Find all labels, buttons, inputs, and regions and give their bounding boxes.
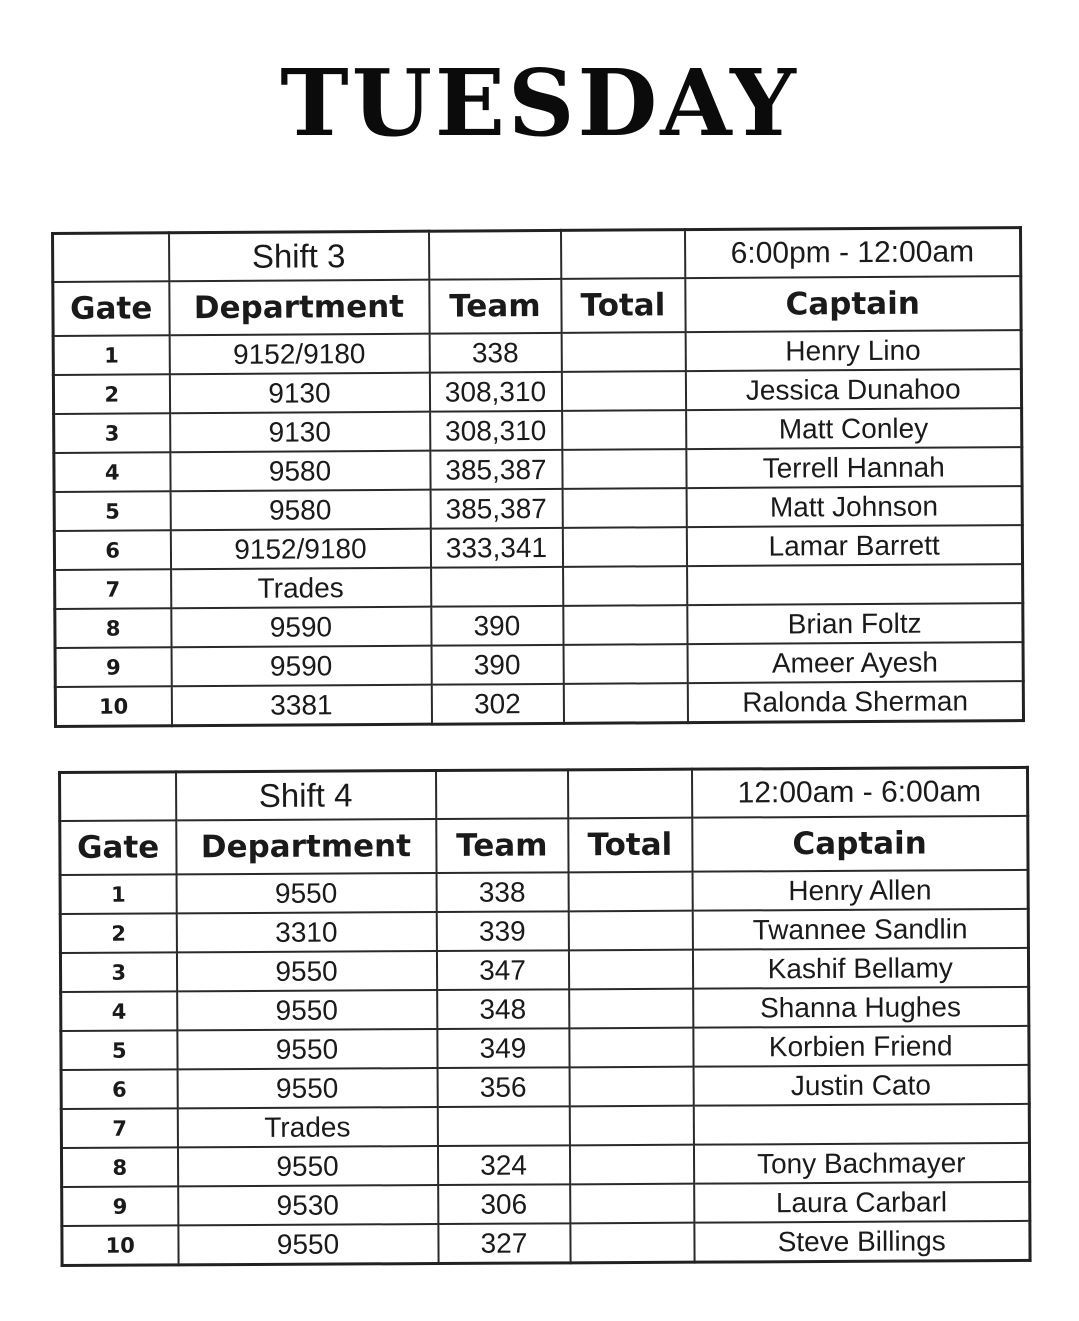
total-header: Total	[561, 278, 685, 333]
captain-cell: Laura Carbarl	[694, 1182, 1030, 1223]
department-header: Department	[169, 280, 429, 336]
total-cell	[563, 644, 687, 684]
total-cell	[563, 605, 687, 645]
gate-cell: 3	[60, 952, 176, 992]
gate-cell: 9	[55, 647, 171, 687]
captain-cell: Brian Foltz	[687, 603, 1023, 644]
table-row	[54, 486, 1022, 531]
total-cell	[569, 1106, 693, 1146]
shift3-header-row	[53, 276, 1021, 336]
gate-cell: 6	[61, 1069, 177, 1109]
team-cell: 347	[436, 950, 568, 990]
table-row	[61, 1143, 1029, 1187]
captain-cell: Henry Lino	[685, 330, 1021, 371]
table-row	[61, 1065, 1029, 1109]
department-cell: 9550	[177, 990, 437, 1030]
gate-cell: 4	[54, 452, 170, 492]
table-row	[61, 1026, 1029, 1070]
total-cell	[569, 1145, 693, 1185]
team-cell: 338	[429, 333, 561, 373]
shift4-time: 12:00am - 6:00am	[691, 767, 1027, 817]
total-cell	[563, 566, 687, 606]
shift3-blank-cell	[429, 230, 561, 279]
shift3-time: 6:00pm - 12:00am	[684, 228, 1020, 279]
gate-cell: 10	[55, 686, 171, 726]
table-row	[55, 603, 1023, 648]
gate-header: Gate	[60, 820, 176, 875]
table-row	[60, 948, 1028, 992]
total-cell	[570, 1184, 694, 1224]
captain-cell: Lamar Barrett	[686, 525, 1022, 566]
captain-cell: Korbien Friend	[693, 1026, 1029, 1067]
captain-header: Captain	[692, 816, 1028, 872]
department-cell: 9550	[177, 1146, 437, 1186]
total-cell	[562, 449, 686, 489]
team-cell: 327	[438, 1223, 570, 1263]
department-cell: 9550	[176, 951, 436, 991]
gate-cell: 8	[55, 608, 171, 648]
team-header: Team	[429, 279, 561, 334]
shift4-body	[60, 767, 1031, 1265]
team-cell: 306	[438, 1184, 570, 1224]
gate-cell: 6	[54, 530, 170, 570]
gate-cell: 8	[61, 1147, 177, 1187]
table-row	[62, 1221, 1030, 1266]
department-cell: 9580	[170, 490, 430, 531]
team-cell: 348	[437, 989, 569, 1029]
captain-cell: Justin Cato	[693, 1065, 1029, 1106]
captain-cell: Henry Allen	[692, 870, 1028, 911]
team-cell: 390	[431, 606, 563, 646]
gate-cell: 4	[61, 991, 177, 1031]
page-title: TUESDAY	[280, 49, 799, 157]
captain-cell: Shanna Hughes	[693, 987, 1029, 1028]
gate-cell: 3	[54, 413, 170, 453]
total-cell	[568, 911, 692, 951]
gate-cell: 2	[53, 374, 169, 414]
gate-cell: 5	[61, 1030, 177, 1070]
shift3-label: Shift 3	[169, 231, 429, 281]
total-cell	[563, 683, 687, 723]
department-cell: 3381	[171, 685, 431, 726]
shift3-label-row	[53, 228, 1021, 282]
team-cell: 333,341	[430, 528, 562, 568]
department-cell: 9130	[170, 412, 430, 453]
total-cell	[561, 371, 685, 411]
team-cell	[431, 567, 563, 607]
team-cell: 338	[436, 872, 568, 912]
captain-cell: Ralonda Sherman	[687, 681, 1023, 723]
table-row	[60, 909, 1028, 953]
department-cell: 9152/9180	[169, 334, 429, 375]
captain-cell: Jessica Dunahoo	[685, 369, 1021, 410]
department-cell: 9130	[169, 373, 429, 414]
shift4-header-row	[60, 816, 1028, 875]
team-cell: 385,387	[430, 489, 562, 529]
gate-cell: 10	[62, 1225, 178, 1265]
table-row	[62, 1182, 1030, 1226]
table-row	[53, 330, 1021, 375]
shift3-table	[51, 226, 1025, 728]
gate-cell: 5	[54, 491, 170, 531]
table-row	[61, 1104, 1029, 1148]
shift3-blank-cell	[53, 233, 169, 282]
total-cell	[570, 1223, 694, 1263]
shift3-blank-cell	[560, 230, 684, 279]
captain-cell: Kashif Bellamy	[692, 948, 1028, 989]
shift4-label-row	[60, 767, 1028, 821]
captain-cell: Matt Johnson	[686, 486, 1022, 527]
team-cell: 385,387	[430, 450, 562, 490]
department-cell: 3310	[176, 912, 436, 952]
department-cell: 9550	[178, 1224, 438, 1265]
table-row	[55, 564, 1023, 609]
table-row	[54, 447, 1022, 492]
gate-cell: 1	[53, 335, 169, 375]
gate-cell: 7	[55, 569, 171, 609]
total-cell	[569, 1067, 693, 1107]
gate-cell: 1	[60, 874, 176, 914]
team-cell: 308,310	[430, 411, 562, 451]
department-cell: Trades	[171, 568, 431, 609]
team-cell: 324	[437, 1145, 569, 1185]
table-row	[55, 681, 1023, 726]
team-header: Team	[436, 818, 568, 873]
captain-cell: Matt Conley	[686, 408, 1022, 449]
department-cell: 9590	[171, 646, 431, 687]
shift4-blank-cell	[60, 772, 176, 821]
table-row	[61, 987, 1029, 1031]
table-row	[55, 642, 1023, 687]
department-cell: Trades	[177, 1107, 437, 1147]
department-cell: 9550	[176, 873, 436, 913]
total-cell	[569, 989, 693, 1029]
shift4-blank-cell	[568, 769, 692, 818]
captain-cell	[687, 564, 1023, 605]
captain-cell: Tony Bachmayer	[693, 1143, 1029, 1184]
captain-cell: Ameer Ayesh	[687, 642, 1023, 683]
department-cell: 9550	[177, 1068, 437, 1108]
captain-cell: Twannee Sandlin	[692, 909, 1028, 950]
gate-cell: 2	[60, 913, 176, 953]
team-cell: 349	[437, 1028, 569, 1068]
total-cell	[562, 527, 686, 567]
department-cell: 9550	[177, 1029, 437, 1069]
captain-cell	[693, 1104, 1029, 1145]
captain-cell: Terrell Hannah	[686, 447, 1022, 488]
captain-cell: Steve Billings	[694, 1221, 1030, 1262]
team-cell: 339	[436, 911, 568, 951]
gate-cell: 7	[61, 1108, 177, 1148]
shift3-body	[53, 228, 1024, 727]
department-cell: 9152/9180	[170, 529, 430, 570]
total-cell	[568, 950, 692, 990]
team-cell: 356	[437, 1067, 569, 1107]
shift4-blank-cell	[436, 770, 568, 819]
team-cell: 302	[431, 684, 563, 724]
total-cell	[569, 1028, 693, 1068]
department-cell: 9590	[171, 607, 431, 648]
total-cell	[562, 488, 686, 528]
shift4-label: Shift 4	[176, 771, 436, 821]
captain-header: Captain	[685, 276, 1021, 332]
gate-cell: 9	[62, 1186, 178, 1226]
table-row	[54, 408, 1022, 453]
team-cell: 390	[431, 645, 563, 685]
department-cell: 9580	[170, 451, 430, 492]
shift4-table	[58, 766, 1032, 1267]
total-cell	[561, 332, 685, 372]
total-header: Total	[568, 818, 692, 873]
table-row	[53, 369, 1021, 414]
department-header: Department	[176, 819, 436, 874]
table-row	[54, 525, 1022, 570]
team-cell: 308,310	[429, 372, 561, 412]
total-cell	[562, 410, 686, 450]
table-row	[60, 870, 1028, 914]
total-cell	[568, 872, 692, 912]
department-cell: 9530	[178, 1185, 438, 1225]
team-cell	[437, 1106, 569, 1146]
gate-header: Gate	[53, 281, 169, 336]
